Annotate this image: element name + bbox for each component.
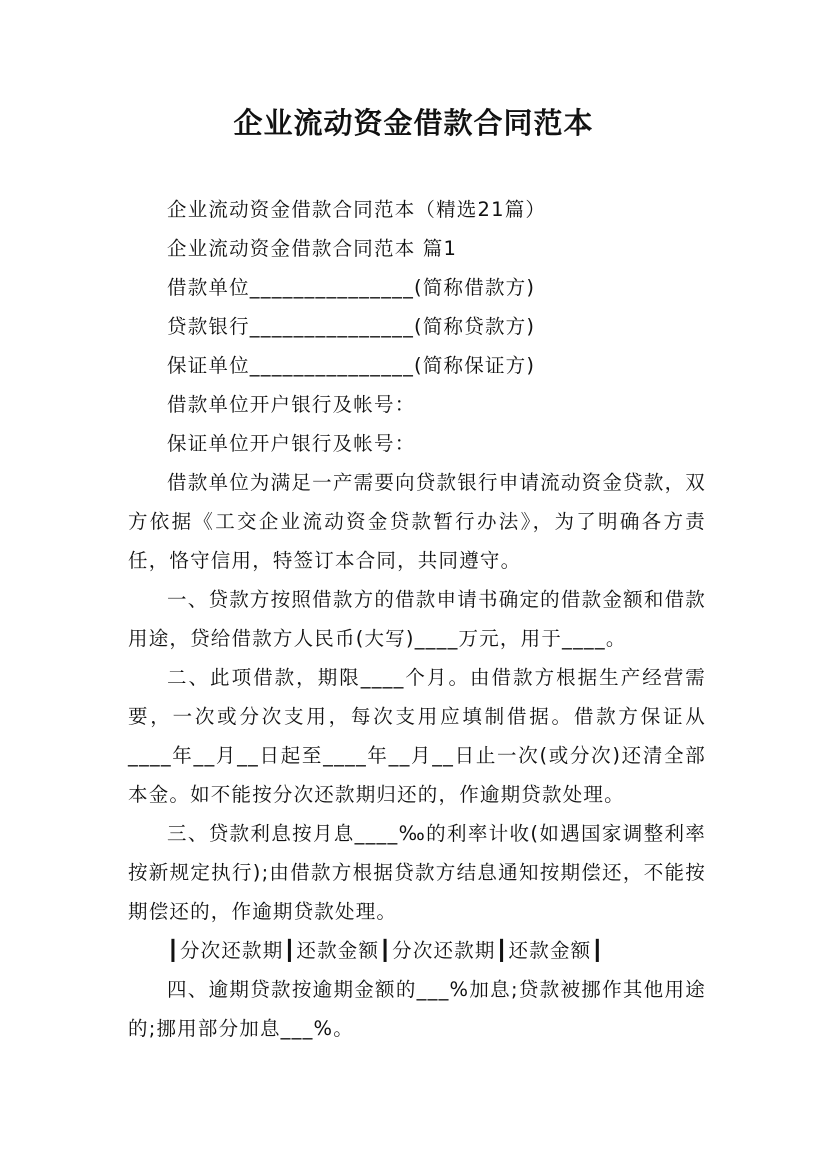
paragraph: 企业流动资金借款合同范本（精选21篇） bbox=[167, 198, 547, 221]
document-body bbox=[128, 190, 706, 1048]
document-title: 企业流动资金借款合同范本 bbox=[233, 106, 594, 140]
paragraph: 贷款银行_______________(简称贷款方) bbox=[167, 315, 536, 338]
paragraph: 借款单位开户银行及帐号： bbox=[167, 393, 416, 416]
paragraph: 二、此项借款，期限____个月。由借款方根据生产经营需要，一次或分次支用，每次支用应填制借据。借款方保证从____年__月__日起至____年__月__日止一次(或分次)还清全部本金。如不能按分次还款期归还的，作逾期贷款处理。 bbox=[128, 666, 706, 806]
paragraph: 三、贷款利息按月息____‰的利率计收(如遇国家调整利率按新规定执行);由借款方根据贷款方结息通知按期偿还，不能按期偿还的，作逾期贷款处理。 bbox=[128, 822, 706, 923]
paragraph: 企业流动资金借款合同范本 篇1 bbox=[167, 237, 458, 260]
paragraph: 借款单位为满足一产需要向贷款银行申请流动资金贷款，双方依据《工交企业流动资金贷款暂行办法》，为了明确各方责任，恪守信用，特签订本合同，共同遵守。 bbox=[128, 471, 706, 572]
paragraph: 保证单位_______________(简称保证方) bbox=[167, 354, 536, 377]
paragraph: 借款单位_______________(简称借款方) bbox=[167, 276, 536, 299]
paragraph: 一、贷款方按照借款方的借款申请书确定的借款金额和借款用途，贷给借款方人民币(大写)____万元，用于____。 bbox=[128, 588, 706, 650]
paragraph: ┃分次还款期┃还款金额┃分次还款期┃还款金额┃ bbox=[167, 939, 605, 962]
paragraph: 四、逾期贷款按逾期金额的___%加息;贷款被挪作其他用途的;挪用部分加息___%。 bbox=[128, 978, 706, 1040]
paragraph: 保证单位开户银行及帐号： bbox=[167, 432, 416, 455]
